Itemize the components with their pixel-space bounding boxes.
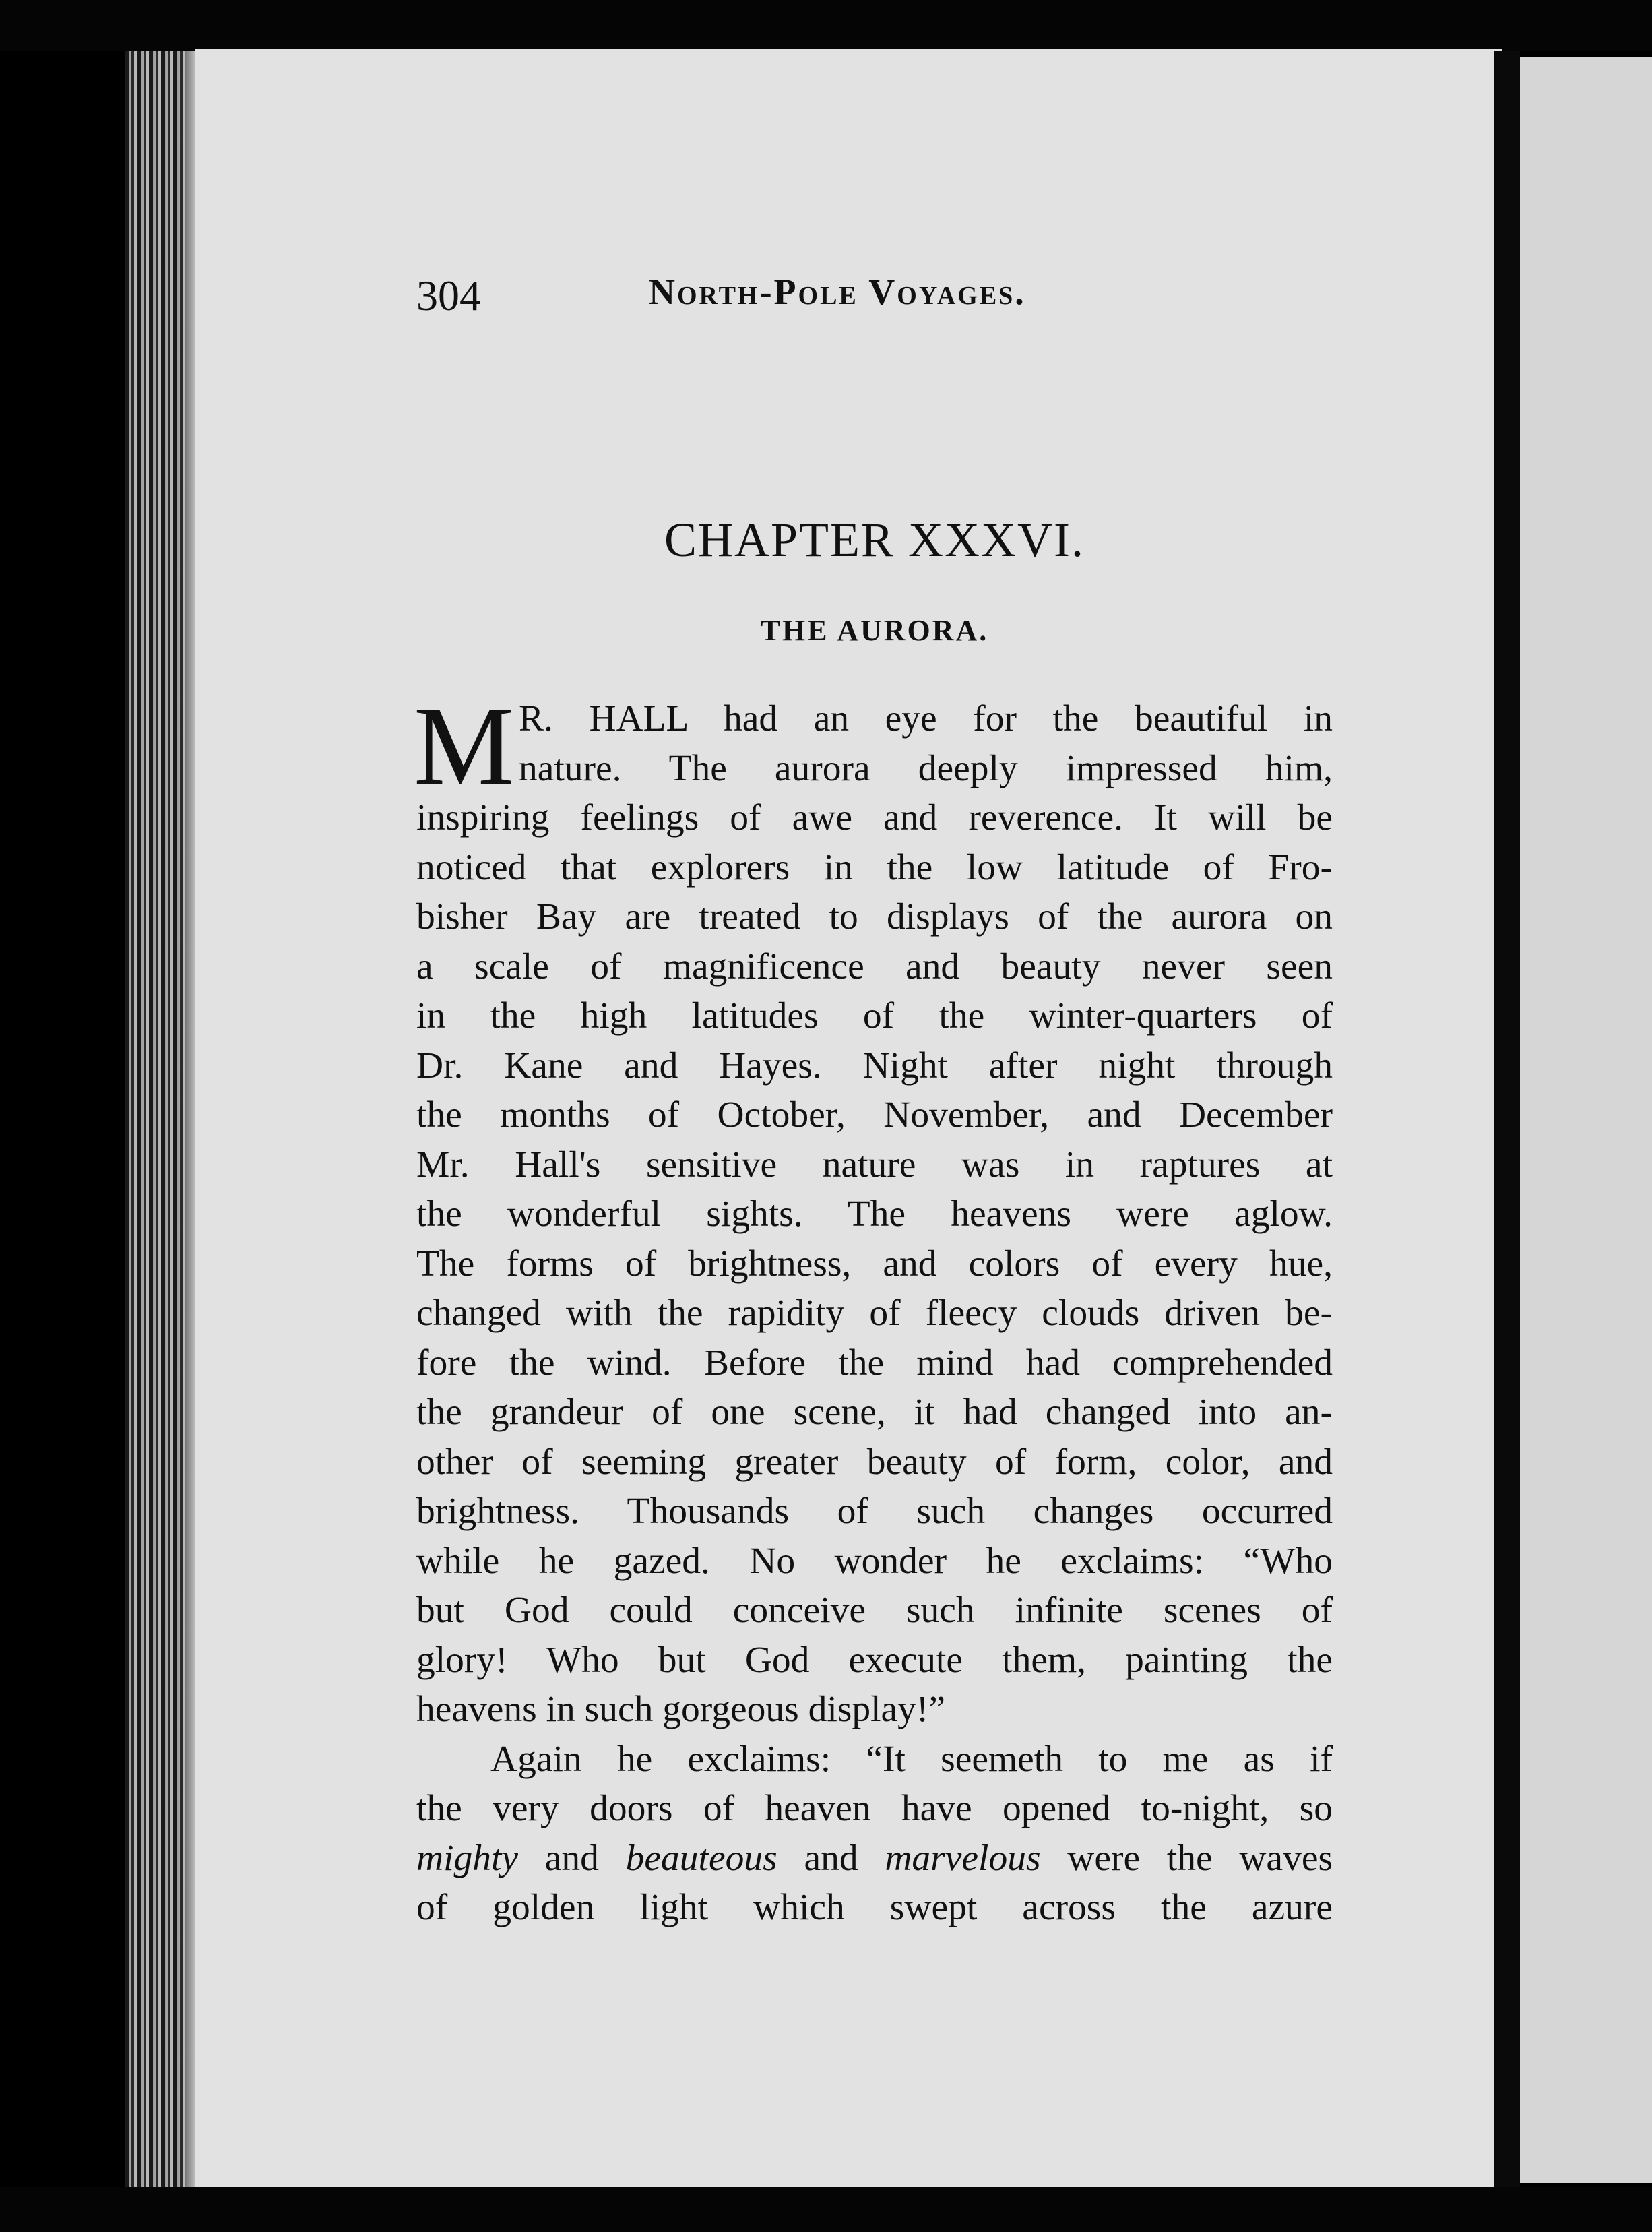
text-line: changed with the rapidity of fleecy clouds driven be- [416,1293,1333,1334]
text-line: the grandeur of one scene, it had changed into an- [416,1392,1333,1433]
book-page-edges [125,51,192,2187]
chapter-subtitle: THE AURORA. [760,614,989,647]
scan-bottom-border [0,2187,1652,2232]
text-line-emphasis [416,1834,1333,1884]
word: were the waves [1067,1837,1333,1879]
text-line: R. HALL had an eye for the beautiful in [519,698,1333,739]
text-line: while he gazed. No wonder he exclaims: “Who [416,1540,1333,1582]
text-line: glory! Who but God execute them, painting the [416,1639,1333,1681]
italic-word: marvelous [885,1837,1041,1879]
word: and [544,1837,599,1879]
text-line: The forms of brightness, and colors of every hue, [416,1243,1333,1284]
text-line: brightness. Thousands of such changes occurred [416,1491,1333,1532]
text-line: but God could conceive such infinite scenes of [416,1590,1333,1631]
chapter-title: CHAPTER XXXVI. [664,513,1085,567]
text-line: of golden light which swept across the azure [416,1887,1333,1928]
text-line: fore the wind. Before the mind had comprehended [416,1342,1333,1384]
text-line: the very doors of heaven have opened to-night, so [416,1788,1333,1829]
running-head [416,271,1104,325]
text-line: a scale of magnificence and beauty never seen [416,946,1333,987]
text-line: the wonderful sights. The heavens were aglow. [416,1194,1333,1235]
text-line: in the high latitudes of the winter-quarters of [416,995,1333,1036]
page-number: 304 [416,272,481,319]
word: and [804,1837,858,1879]
body-text [414,683,1333,1933]
italic-word: beauteous [625,1837,777,1879]
text-line: other of seeming greater beauty of form, color, and [416,1441,1333,1483]
drop-cap: M [414,683,515,809]
text-line: Dr. Kane and Hayes. Night after night through [416,1045,1333,1086]
text-line: inspiring feelings of awe and reverence. It will be [416,797,1333,838]
running-title: North-Pole Voyages. [649,272,1026,312]
text-line: Again he exclaims: “It seemeth to me as if [490,1738,1333,1780]
text-line: noticed that explorers in the low latitude of Fro- [416,846,1333,888]
text-line: heavens in such gorgeous display!” [416,1689,946,1730]
text-line: the months of October, November, and December [416,1094,1333,1136]
facing-page-edge [1520,57,1652,2183]
text-line: Mr. Hall's sensitive nature was in raptures at [416,1144,1333,1185]
gutter-shadow [1494,51,1520,2187]
italic-word: mighty [416,1837,519,1879]
scan-top-border [0,0,1652,51]
text-line: bisher Bay are treated to displays of the aurora on [416,896,1333,937]
text-line: nature. The aurora deeply impressed him, [519,747,1333,789]
